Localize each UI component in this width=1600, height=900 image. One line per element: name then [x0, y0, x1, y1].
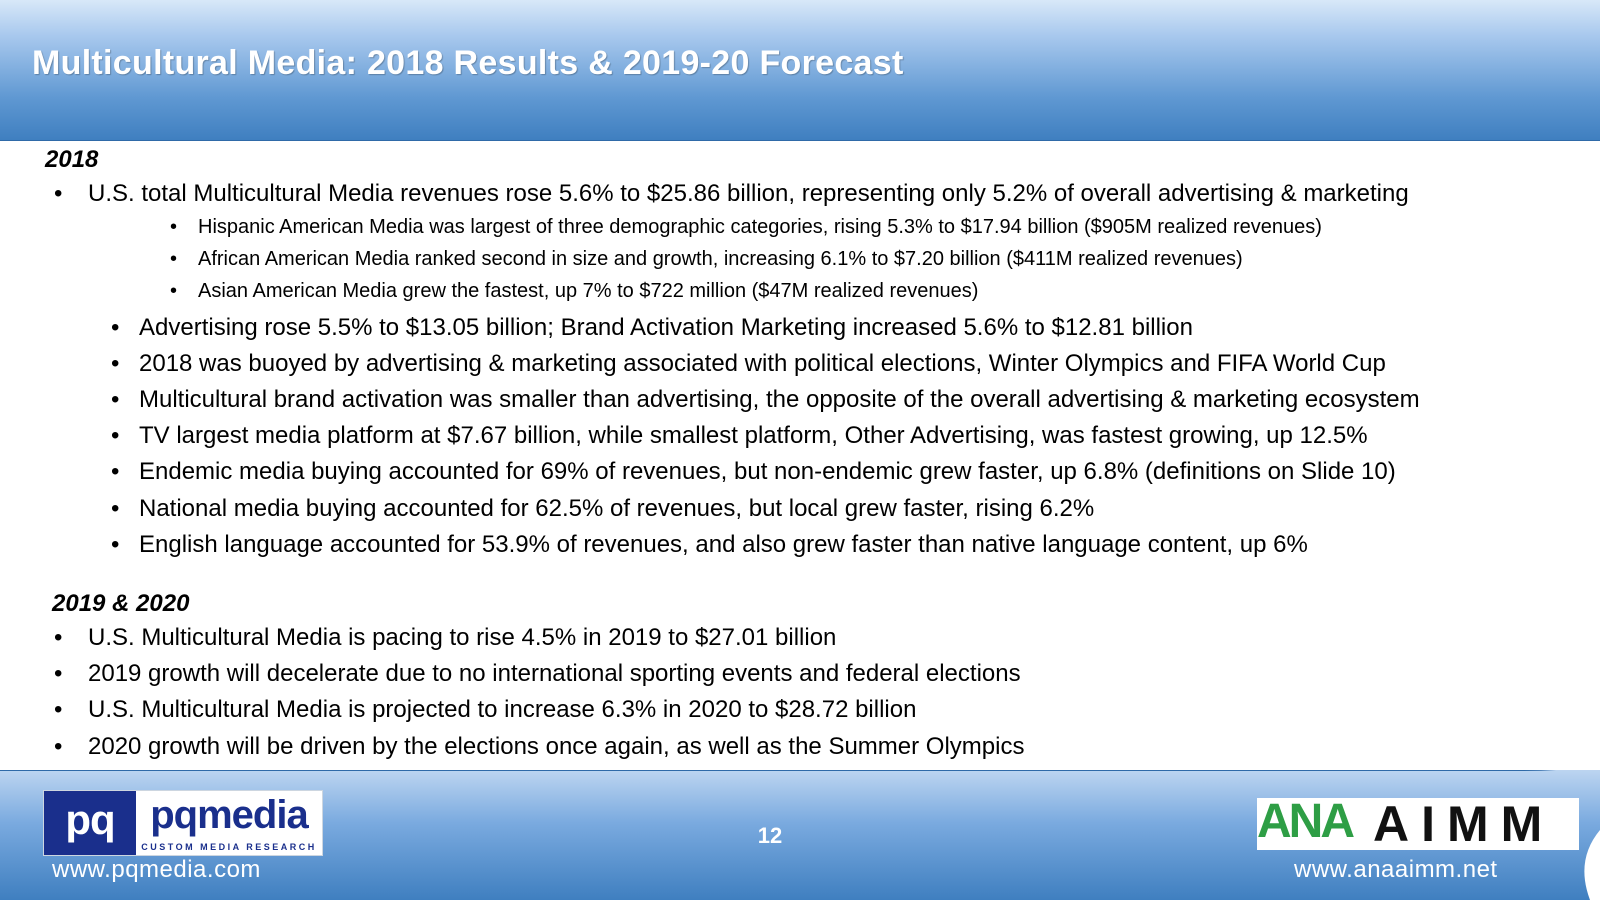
bullet-icon: • — [54, 696, 63, 723]
pqmedia-url[interactable]: www.pqmedia.com — [52, 856, 261, 883]
bullet-icon: • — [170, 216, 178, 238]
section-heading-2018: 2018 — [45, 146, 99, 173]
pqmedia-logo — [43, 790, 323, 856]
page-number: 12 — [757, 823, 783, 848]
bullet-icon: • — [54, 180, 63, 207]
bullet-icon: • — [54, 624, 63, 651]
bullet-icon: • — [111, 350, 120, 377]
ana-logo-mark: ANA — [1257, 795, 1352, 848]
bullet-icon: • — [111, 386, 120, 413]
bullet-icon: • — [170, 280, 178, 302]
section-heading-2019-2020: 2019 & 2020 — [52, 590, 190, 617]
ana-aimm-logo — [1257, 795, 1579, 852]
aimm-wordmark: AIMM — [1373, 796, 1555, 852]
pq-logo-mark: pq — [44, 791, 136, 855]
bullet-icon: • — [111, 495, 120, 522]
pqmedia-tagline: CUSTOM MEDIA RESEARCH — [141, 842, 317, 852]
slide-header — [0, 0, 1600, 141]
bullet-icon: • — [54, 660, 63, 687]
anaaimm-url[interactable]: www.anaaimm.net — [1294, 856, 1498, 883]
bullet-icon: • — [170, 248, 178, 270]
bullet-icon: • — [111, 458, 120, 485]
slide-title: Multicultural Media: 2018 Results & 2019-20 Forecast — [32, 44, 904, 82]
bullet-icon: • — [111, 531, 120, 558]
bullet-icon: • — [54, 733, 63, 760]
bullet-icon: • — [111, 422, 120, 449]
bullet-icon: • — [111, 314, 120, 341]
pqmedia-wordmark: pqmedia — [150, 793, 308, 837]
